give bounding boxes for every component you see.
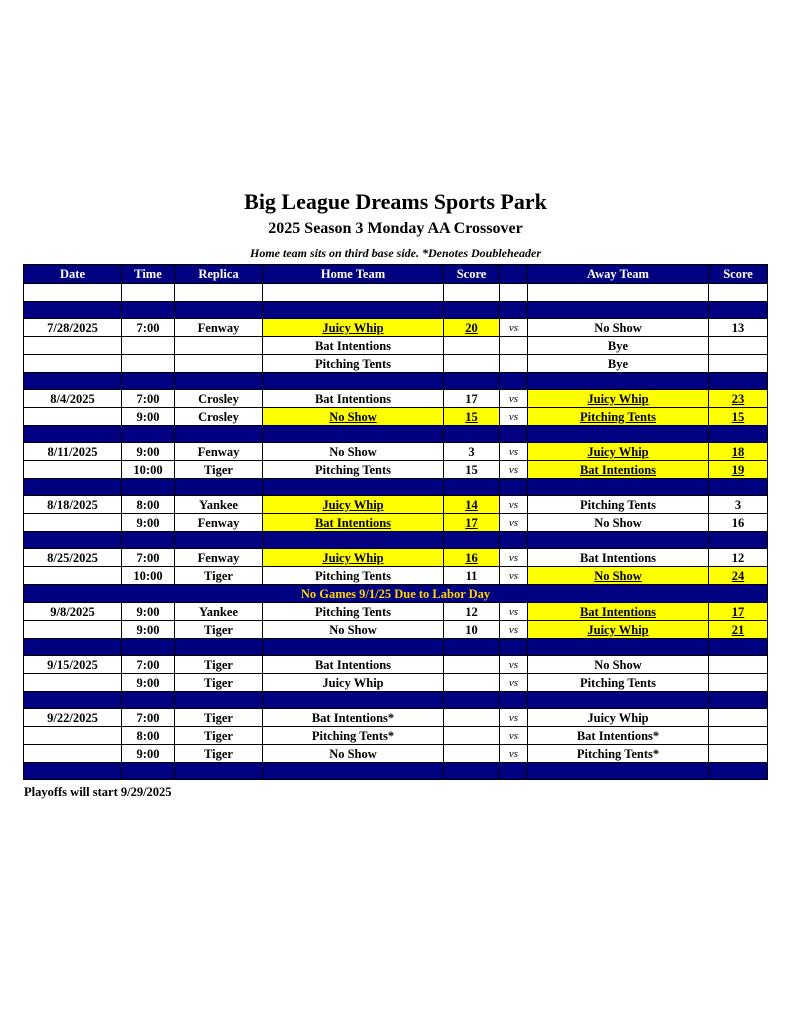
away-team-cell: No Show (528, 319, 709, 337)
table-row (24, 621, 768, 639)
notice-row (24, 585, 768, 603)
vs-cell: vs (500, 621, 528, 639)
table-row (24, 745, 768, 763)
empty-cell (122, 302, 175, 319)
time-cell (122, 355, 175, 373)
empty-cell (528, 426, 709, 443)
empty-cell (263, 373, 444, 390)
vs-cell: vs (500, 709, 528, 727)
empty-cell (528, 479, 709, 496)
empty-cell (500, 692, 528, 709)
date-cell (24, 567, 122, 585)
home-score-cell: 15 (444, 461, 500, 479)
away-score-cell: 18 (709, 443, 768, 461)
empty-cell (24, 426, 122, 443)
home-team-cell: No Show (263, 443, 444, 461)
table-row (24, 727, 768, 745)
home-team-cell: Juicy Whip (263, 549, 444, 567)
empty-cell (175, 284, 263, 302)
home-score-cell: 10 (444, 621, 500, 639)
replica-cell (175, 355, 263, 373)
empty-cell (444, 373, 500, 390)
vs-cell: vs (500, 390, 528, 408)
home-team-cell: No Show (263, 408, 444, 426)
empty-cell (24, 479, 122, 496)
empty-cell (500, 284, 528, 302)
table-row (24, 390, 768, 408)
empty-cell (263, 426, 444, 443)
date-cell (24, 745, 122, 763)
replica-cell: Tiger (175, 727, 263, 745)
table-row (24, 656, 768, 674)
playoffs-note: Playoffs will start 9/29/2025 (24, 785, 172, 799)
time-cell: 9:00 (122, 603, 175, 621)
time-cell: 8:00 (122, 727, 175, 745)
replica-cell: Fenway (175, 443, 263, 461)
separator-row (24, 763, 768, 780)
empty-cell (500, 373, 528, 390)
away-team-cell: Pitching Tents (528, 496, 709, 514)
table-row (24, 408, 768, 426)
home-score-cell (444, 355, 500, 373)
vs-cell: vs (500, 549, 528, 567)
away-score-cell: 16 (709, 514, 768, 532)
time-cell: 10:00 (122, 567, 175, 585)
vs-cell: vs (500, 496, 528, 514)
away-team-cell: Bat Intentions* (528, 727, 709, 745)
home-team-cell: Bat Intentions (263, 656, 444, 674)
vs-cell (500, 355, 528, 373)
empty-cell (122, 532, 175, 549)
empty-cell (122, 692, 175, 709)
time-cell: 7:00 (122, 319, 175, 337)
time-cell: 9:00 (122, 443, 175, 461)
vs-cell: vs (500, 461, 528, 479)
away-score-cell (709, 355, 768, 373)
replica-cell: Tiger (175, 674, 263, 692)
away-score-cell (709, 745, 768, 763)
away-team-cell: Pitching Tents (528, 674, 709, 692)
away-score-cell: 23 (709, 390, 768, 408)
vs-cell: vs (500, 727, 528, 745)
vs-cell: vs (500, 319, 528, 337)
empty-cell (24, 284, 122, 302)
home-team-cell: Pitching Tents (263, 603, 444, 621)
home-team-cell: Bat Intentions* (263, 709, 444, 727)
time-cell: 9:00 (122, 674, 175, 692)
home-team-cell: Pitching Tents (263, 567, 444, 585)
home-score-cell: 14 (444, 496, 500, 514)
table-row (24, 319, 768, 337)
empty-cell (500, 639, 528, 656)
empty-cell (528, 639, 709, 656)
table-row (24, 337, 768, 355)
away-score-cell: 17 (709, 603, 768, 621)
empty-cell (175, 639, 263, 656)
date-cell (24, 337, 122, 355)
home-team-cell: No Show (263, 745, 444, 763)
empty-cell (122, 639, 175, 656)
separator-row (24, 639, 768, 656)
away-team-cell: Pitching Tents (528, 408, 709, 426)
table-row (24, 603, 768, 621)
empty-cell (500, 479, 528, 496)
replica-cell: Tiger (175, 621, 263, 639)
empty-cell (709, 692, 768, 709)
time-cell: 8:00 (122, 496, 175, 514)
empty-cell (528, 302, 709, 319)
away-score-cell (709, 709, 768, 727)
col-header-date: Date (24, 265, 122, 284)
home-team-cell: Pitching Tents* (263, 727, 444, 745)
vs-cell: vs (500, 674, 528, 692)
away-score-cell: 13 (709, 319, 768, 337)
away-score-cell: 12 (709, 549, 768, 567)
empty-cell (500, 426, 528, 443)
home-score-cell (444, 674, 500, 692)
away-score-cell: 24 (709, 567, 768, 585)
table-row (24, 514, 768, 532)
date-cell: 9/15/2025 (24, 656, 122, 674)
table-row (24, 549, 768, 567)
col-header-home-team: Home Team (263, 265, 444, 284)
vs-cell: vs (500, 514, 528, 532)
empty-cell (24, 302, 122, 319)
empty-cell (24, 692, 122, 709)
empty-cell (444, 426, 500, 443)
date-cell: 8/18/2025 (24, 496, 122, 514)
home-score-cell: 17 (444, 514, 500, 532)
vs-cell: vs (500, 408, 528, 426)
home-team-cell: Pitching Tents (263, 461, 444, 479)
away-team-cell: No Show (528, 567, 709, 585)
time-cell: 7:00 (122, 549, 175, 567)
empty-cell (709, 284, 768, 302)
home-score-cell (444, 337, 500, 355)
date-cell (24, 461, 122, 479)
empty-cell (444, 479, 500, 496)
date-cell: 8/25/2025 (24, 549, 122, 567)
table-row (24, 709, 768, 727)
replica-cell: Tiger (175, 567, 263, 585)
separator-row (24, 532, 768, 549)
empty-cell (122, 284, 175, 302)
away-score-cell (709, 727, 768, 745)
empty-cell (175, 302, 263, 319)
date-cell (24, 514, 122, 532)
col-header-time: Time (122, 265, 175, 284)
empty-cell (444, 639, 500, 656)
time-cell: 10:00 (122, 461, 175, 479)
away-team-cell: No Show (528, 514, 709, 532)
home-team-cell: Juicy Whip (263, 319, 444, 337)
replica-cell: Crosley (175, 390, 263, 408)
empty-cell (709, 479, 768, 496)
time-cell: 9:00 (122, 408, 175, 426)
page-subtitle: 2025 Season 3 Monday AA Crossover (268, 220, 523, 237)
empty-cell (24, 763, 122, 780)
date-cell (24, 674, 122, 692)
home-team-cell: Bat Intentions (263, 390, 444, 408)
home-score-cell: 20 (444, 319, 500, 337)
table-row (24, 567, 768, 585)
schedule-table (23, 264, 768, 780)
empty-cell (444, 532, 500, 549)
empty-cell (709, 639, 768, 656)
time-cell: 7:00 (122, 656, 175, 674)
away-score-cell (709, 674, 768, 692)
col-header-vs (500, 265, 528, 284)
home-score-cell: 17 (444, 390, 500, 408)
away-team-cell: Bye (528, 355, 709, 373)
replica-cell: Fenway (175, 319, 263, 337)
time-cell: 9:00 (122, 514, 175, 532)
away-score-cell: 3 (709, 496, 768, 514)
away-team-cell: Juicy Whip (528, 709, 709, 727)
separator-row (24, 373, 768, 390)
empty-cell (122, 373, 175, 390)
away-team-cell: Bat Intentions (528, 461, 709, 479)
date-cell: 9/22/2025 (24, 709, 122, 727)
date-cell (24, 408, 122, 426)
page-title: Big League Dreams Sports Park (244, 189, 547, 214)
empty-cell (528, 532, 709, 549)
replica-cell: Yankee (175, 496, 263, 514)
away-score-cell (709, 337, 768, 355)
empty-cell (444, 692, 500, 709)
replica-cell (175, 337, 263, 355)
replica-cell: Tiger (175, 709, 263, 727)
home-team-cell: Bat Intentions (263, 514, 444, 532)
home-score-cell: 16 (444, 549, 500, 567)
empty-cell (709, 373, 768, 390)
away-team-cell: Juicy Whip (528, 390, 709, 408)
home-score-cell: 12 (444, 603, 500, 621)
empty-cell (444, 302, 500, 319)
empty-cell (122, 426, 175, 443)
time-cell (122, 337, 175, 355)
date-cell: 9/8/2025 (24, 603, 122, 621)
empty-cell (500, 763, 528, 780)
empty-cell (709, 532, 768, 549)
empty-cell (24, 373, 122, 390)
empty-cell (709, 302, 768, 319)
away-team-cell: Bat Intentions (528, 603, 709, 621)
schedule-note: Home team sits on third base side. *Denotes Doubleheader (250, 246, 541, 260)
home-score-cell: 3 (444, 443, 500, 461)
table-header-row (24, 265, 768, 284)
time-cell: 7:00 (122, 709, 175, 727)
empty-cell (709, 426, 768, 443)
col-header-home-score: Score (444, 265, 500, 284)
vs-cell (500, 337, 528, 355)
date-cell (24, 621, 122, 639)
empty-cell (263, 479, 444, 496)
away-team-cell: Juicy Whip (528, 443, 709, 461)
empty-cell (500, 532, 528, 549)
date-cell: 8/11/2025 (24, 443, 122, 461)
time-cell: 7:00 (122, 390, 175, 408)
home-team-cell: Juicy Whip (263, 496, 444, 514)
empty-cell (528, 763, 709, 780)
away-score-cell: 15 (709, 408, 768, 426)
empty-cell (122, 479, 175, 496)
empty-cell (444, 763, 500, 780)
empty-cell (24, 532, 122, 549)
empty-cell (528, 373, 709, 390)
empty-cell (175, 479, 263, 496)
empty-cell (175, 692, 263, 709)
vs-cell: vs (500, 745, 528, 763)
empty-cell (528, 284, 709, 302)
empty-cell (263, 302, 444, 319)
table-row (24, 461, 768, 479)
empty-cell (175, 373, 263, 390)
replica-cell: Tiger (175, 656, 263, 674)
empty-cell (24, 639, 122, 656)
time-cell: 9:00 (122, 621, 175, 639)
empty-cell (263, 763, 444, 780)
time-cell: 9:00 (122, 745, 175, 763)
table-row (24, 355, 768, 373)
away-score-cell (709, 656, 768, 674)
col-header-away-score: Score (709, 265, 768, 284)
separator-row (24, 692, 768, 709)
away-team-cell: Juicy Whip (528, 621, 709, 639)
date-cell: 7/28/2025 (24, 319, 122, 337)
empty-cell (528, 692, 709, 709)
empty-cell (263, 639, 444, 656)
empty-cell (444, 284, 500, 302)
date-cell: 8/4/2025 (24, 390, 122, 408)
home-team-cell: No Show (263, 621, 444, 639)
table-row (24, 674, 768, 692)
home-score-cell (444, 745, 500, 763)
empty-cell (175, 426, 263, 443)
away-team-cell: Bye (528, 337, 709, 355)
replica-cell: Fenway (175, 514, 263, 532)
blank-row (24, 284, 768, 302)
home-team-cell: Juicy Whip (263, 674, 444, 692)
empty-cell (500, 302, 528, 319)
replica-cell: Crosley (175, 408, 263, 426)
schedule-body (24, 284, 768, 780)
empty-cell (263, 692, 444, 709)
empty-cell (709, 763, 768, 780)
table-row (24, 496, 768, 514)
empty-cell (175, 532, 263, 549)
away-score-cell: 19 (709, 461, 768, 479)
replica-cell: Yankee (175, 603, 263, 621)
separator-row (24, 426, 768, 443)
vs-cell: vs (500, 567, 528, 585)
home-team-cell: Bat Intentions (263, 337, 444, 355)
home-score-cell (444, 709, 500, 727)
replica-cell: Tiger (175, 745, 263, 763)
away-team-cell: No Show (528, 656, 709, 674)
table-row (24, 443, 768, 461)
separator-row (24, 479, 768, 496)
home-score-cell (444, 727, 500, 745)
vs-cell: vs (500, 603, 528, 621)
col-header-replica: Replica (175, 265, 263, 284)
vs-cell: vs (500, 443, 528, 461)
home-team-cell: Pitching Tents (263, 355, 444, 373)
date-cell (24, 355, 122, 373)
replica-cell: Fenway (175, 549, 263, 567)
col-header-away-team: Away Team (528, 265, 709, 284)
away-team-cell: Pitching Tents* (528, 745, 709, 763)
away-score-cell: 21 (709, 621, 768, 639)
home-score-cell (444, 656, 500, 674)
date-cell (24, 727, 122, 745)
replica-cell: Tiger (175, 461, 263, 479)
labor-day-notice: No Games 9/1/25 Due to Labor Day (24, 585, 768, 603)
empty-cell (122, 763, 175, 780)
empty-cell (175, 763, 263, 780)
separator-row (24, 302, 768, 319)
empty-cell (263, 532, 444, 549)
vs-cell: vs (500, 656, 528, 674)
away-team-cell: Bat Intentions (528, 549, 709, 567)
home-score-cell: 15 (444, 408, 500, 426)
empty-cell (263, 284, 444, 302)
home-score-cell: 11 (444, 567, 500, 585)
